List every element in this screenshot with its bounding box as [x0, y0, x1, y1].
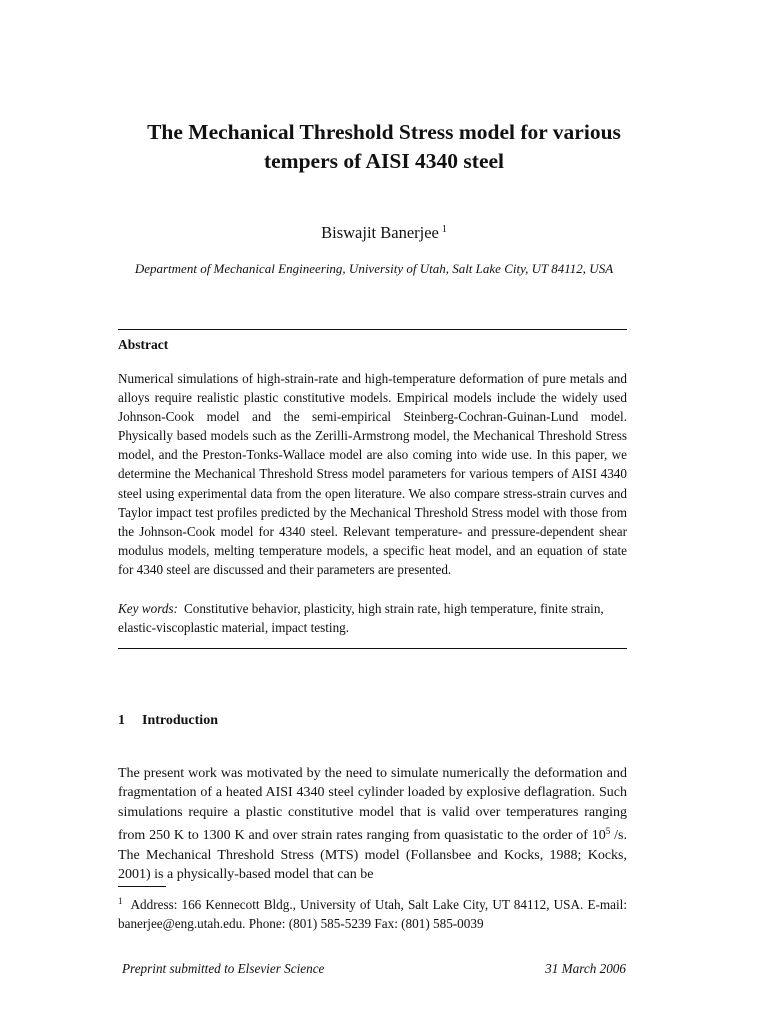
abstract-body: Numerical simulations of high-strain-rate and high-temperature deformation of pure metals and alloys require realistic plastic constitutive models. Empirical models include the widely used Johnson-Cook model and the semi-empirical Steinberg-Cochran-Guinan-Lund model. Physically based models such as the Zerilli-Armstrong model, the Mechanical Threshold Stress model, and the Preston-Tonks-Wallace model are also coming into wide use. In this paper, we determine the Mechanical Threshold Stress model parameters for various tempers of AISI 4340 steel using experimental data from the open literature. We also compare stress-strain curves and Taylor impact test profiles predicted by the Mechanical Threshold Stress model with those from the Johnson-Cook model for 4340 steel. Relevant temperature- and pressure-dependent shear modulus models, melting temperature models, a specific heat model, and an equation of state for 4340 steel are discussed and their parameters are presented. — [118, 371, 627, 577]
intro-text-part1: The present work was motivated by the need to simulate numerically the deformation and fragmentation of a heated AISI 4340 steel cylinder loaded by explosive deflagration. Such simulations require a plastic constitutive model that is valid over temperatures ranging from 250 K to 1300 K and over strain rates ranging from quasistatic to the order of 10 — [118, 766, 627, 844]
paper-title — [100, 118, 668, 176]
introduction-paragraph — [118, 764, 627, 884]
affiliation: Department of Mechanical Engineering, University of Utah, Salt Lake City, UT 84112, USA — [134, 261, 614, 276]
section-number: 1 — [118, 713, 125, 728]
author-name: Biswajit Banerjee — [321, 223, 439, 242]
footnote-rule — [118, 886, 166, 887]
title-line-1: The Mechanical Threshold Stress model for various — [147, 120, 621, 144]
footer-date: 31 March 2006 — [545, 961, 626, 976]
section-title: Introduction — [142, 713, 218, 728]
intro-text-part2: /s. The Mechanical Threshold Stress (MTS) model (Follansbee and Kocks, 1988; Kocks, 2001) is a physically-based model that can be — [118, 828, 627, 883]
footnote — [118, 892, 627, 933]
footnote-text: Address: 166 Kennecott Bldg., University of Utah, Salt Lake City, UT 84112, USA. E-mail: banerjee@eng.utah.edu. Phone: (801) 585-5239 Fax: (801) 585-0039 — [118, 897, 627, 931]
title-line-2: tempers of AISI 4340 steel — [263, 149, 505, 173]
intro-superscript: 5 — [605, 826, 611, 837]
abstract-top-rule — [118, 329, 627, 330]
keywords-text: Constitutive behavior, plasticity, high strain rate, high temperature, finite strain, elastic-viscoplastic material, impact testing. — [118, 601, 604, 636]
section-heading — [118, 713, 218, 729]
abstract-bottom-rule — [118, 648, 627, 649]
footnote-mark: 1 — [118, 896, 123, 906]
keywords — [118, 599, 627, 637]
keywords-label: Key words: — [118, 601, 178, 616]
abstract-heading: Abstract — [118, 337, 169, 352]
author-line — [0, 223, 768, 243]
footer-preprint-note: Preprint submitted to Elsevier Science — [122, 961, 325, 976]
author-footnote-mark: 1 — [441, 224, 447, 235]
